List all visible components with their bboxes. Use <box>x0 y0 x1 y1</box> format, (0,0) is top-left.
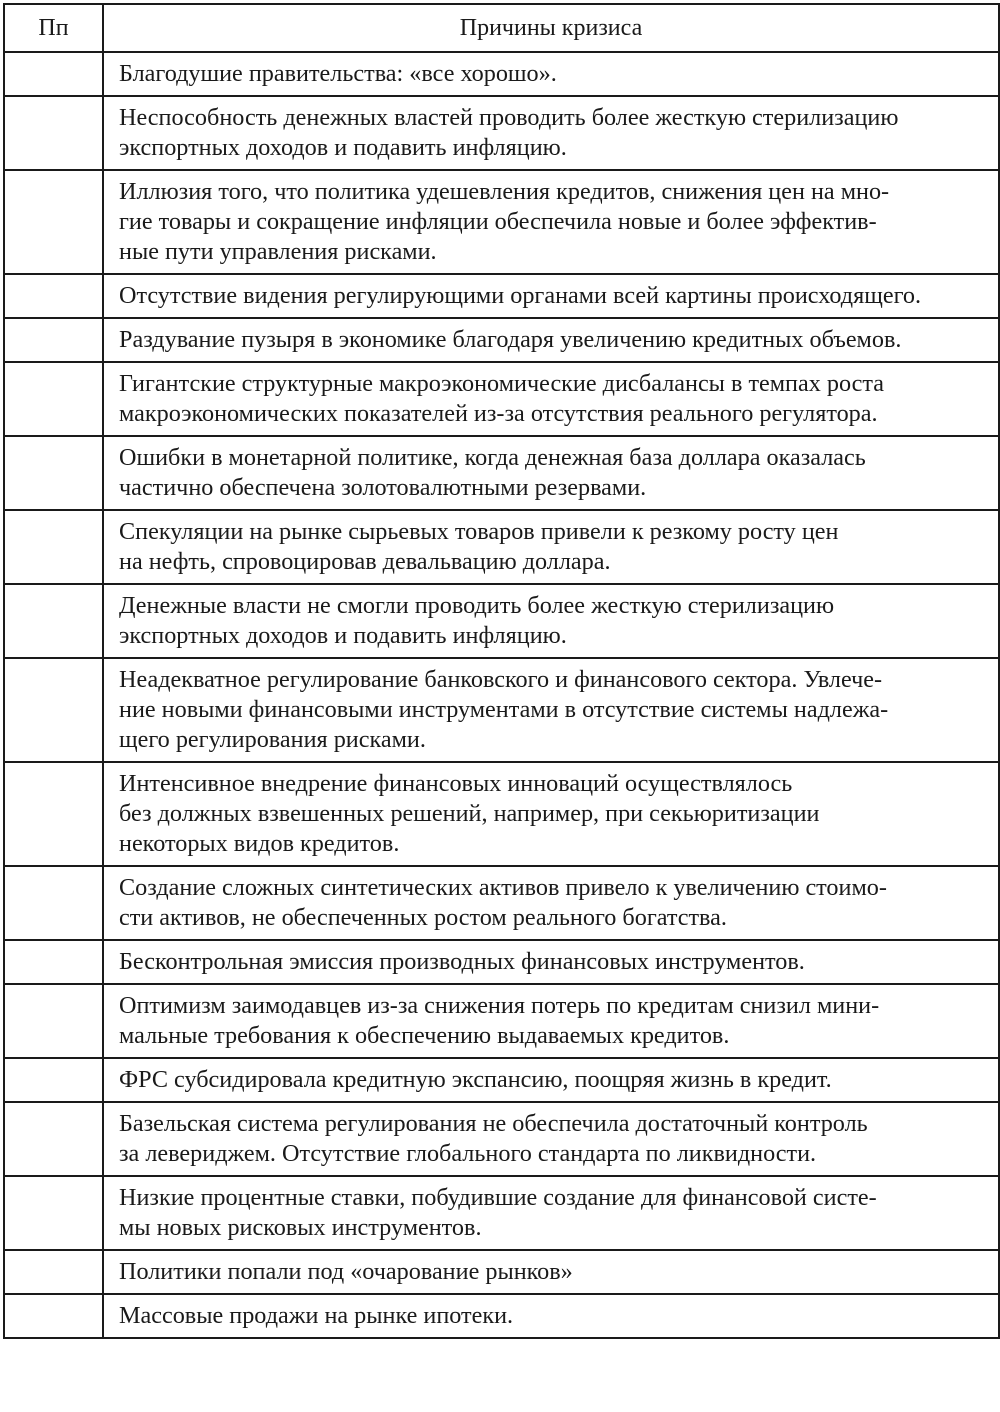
table-row <box>4 510 999 584</box>
row-number-cell <box>4 1294 103 1338</box>
row-reason-cell <box>103 170 999 274</box>
row-reason-cell <box>103 96 999 170</box>
reason-text-line: экспортных доходов и подавить инфляцию. <box>119 134 567 161</box>
reason-text-line: частично обеспечена золотовалютными резервами. <box>119 474 647 501</box>
reason-text-line: за левериджем. Отсутствие глобального стандарта по ликвидности. <box>119 1140 817 1167</box>
row-reason-cell <box>103 436 999 510</box>
reason-text-line: ФРС субсидировала кредитную экспансию, поощряя жизнь в кредит. <box>119 1066 832 1093</box>
row-reason-cell <box>103 866 999 940</box>
row-number-cell <box>4 1102 103 1176</box>
row-number-cell <box>4 170 103 274</box>
reason-text-line: Неспособность денежных властей проводить более жесткую стерилизацию <box>119 104 899 131</box>
row-number-cell <box>4 584 103 658</box>
row-number-cell <box>4 318 103 362</box>
table-row <box>4 362 999 436</box>
table-row <box>4 318 999 362</box>
row-number-cell <box>4 658 103 762</box>
row-reason-cell <box>103 274 999 318</box>
row-number-cell <box>4 362 103 436</box>
row-reason-cell <box>103 1294 999 1338</box>
table-row <box>4 940 999 984</box>
reason-text-line: сти активов, не обеспеченных ростом реального богатства. <box>119 904 727 931</box>
table-row <box>4 866 999 940</box>
row-number-cell <box>4 510 103 584</box>
table-row <box>4 658 999 762</box>
crisis-causes-table <box>3 3 1000 1339</box>
reason-text-line: ние новыми финансовыми инструментами в отсутствие системы надлежа- <box>119 696 889 723</box>
reason-text-line: Раздувание пузыря в экономике благодаря увеличению кредитных объемов. <box>119 326 902 353</box>
row-reason-cell <box>103 510 999 584</box>
row-number-cell <box>4 52 103 96</box>
table-row <box>4 584 999 658</box>
table-row <box>4 1176 999 1250</box>
row-number-cell <box>4 1176 103 1250</box>
table-row <box>4 1294 999 1338</box>
row-number-cell <box>4 96 103 170</box>
row-number-cell <box>4 436 103 510</box>
row-number-cell <box>4 762 103 866</box>
row-reason-cell <box>103 984 999 1058</box>
table-row <box>4 762 999 866</box>
reason-text-line: Иллюзия того, что политика удешевления кредитов, снижения цен на мно- <box>119 178 890 205</box>
row-number-cell <box>4 940 103 984</box>
row-number-cell <box>4 274 103 318</box>
table-row <box>4 1250 999 1294</box>
row-reason-cell <box>103 52 999 96</box>
table-body <box>4 52 999 1338</box>
reason-text-line: Благодушие правительства: «все хорошо». <box>119 60 557 87</box>
table-row <box>4 436 999 510</box>
reason-text-line: Оптимизм заимодавцев из-за снижения потерь по кредитам снизил мини- <box>119 992 880 1019</box>
reason-text-line: Гигантские структурные макроэкономические дисбалансы в темпах роста <box>119 370 885 397</box>
column-header-reason: Причины кризиса <box>103 4 999 52</box>
reason-text-line: Интенсивное внедрение финансовых инноваций осуществлялось <box>119 770 793 797</box>
reason-text-line: гие товары и сокращение инфляции обеспечила новые и более эффектив- <box>119 208 877 235</box>
reason-text-line: Низкие процентные ставки, побудившие создание для финансовой систе- <box>119 1184 877 1211</box>
table-header-row <box>4 4 999 52</box>
row-number-cell <box>4 1250 103 1294</box>
table-row <box>4 274 999 318</box>
reason-text-line: Ошибки в монетарной политике, когда денежная база доллара оказалась <box>119 444 866 471</box>
reason-text-line: Неадекватное регулирование банковского и финансового сектора. Увлече- <box>119 666 883 693</box>
reason-text-line: Политики попали под «очарование рынков» <box>119 1258 573 1285</box>
row-reason-cell <box>103 362 999 436</box>
row-reason-cell <box>103 1176 999 1250</box>
table-row <box>4 52 999 96</box>
row-number-cell <box>4 866 103 940</box>
column-header-number: Пп <box>4 4 103 52</box>
reason-text-line: Массовые продажи на рынке ипотеки. <box>119 1302 514 1329</box>
reason-text-line: мальные требования к обеспечению выдаваемых кредитов. <box>119 1022 730 1049</box>
row-reason-cell <box>103 584 999 658</box>
row-reason-cell <box>103 1058 999 1102</box>
reason-text-line: ные пути управления рисками. <box>119 238 437 265</box>
reason-text-line: без должных взвешенных решений, например, при секьюритизации <box>119 800 820 827</box>
reason-text-line: щего регулирования рисками. <box>119 726 426 753</box>
table-row <box>4 1102 999 1176</box>
row-reason-cell <box>103 940 999 984</box>
reason-text-line: макроэкономических показателей из-за отсутствия реального регулятора. <box>119 400 878 427</box>
reason-text-line: некоторых видов кредитов. <box>119 830 400 857</box>
row-reason-cell <box>103 318 999 362</box>
table-row <box>4 1058 999 1102</box>
table-row <box>4 984 999 1058</box>
table-row <box>4 170 999 274</box>
reason-text-line: экспортных доходов и подавить инфляцию. <box>119 622 567 649</box>
reason-text-line: Базельская система регулирования не обеспечила достаточный контроль <box>119 1110 868 1137</box>
row-reason-cell <box>103 1250 999 1294</box>
table-row <box>4 96 999 170</box>
reason-text-line: Спекуляции на рынке сырьевых товаров привели к резкому росту цен <box>119 518 839 545</box>
reason-text-line: на нефть, спровоцировав девальвацию доллара. <box>119 548 611 575</box>
row-number-cell <box>4 984 103 1058</box>
reason-text-line: Создание сложных синтетических активов привело к увеличению стоимо- <box>119 874 887 901</box>
row-reason-cell <box>103 658 999 762</box>
row-reason-cell <box>103 1102 999 1176</box>
row-reason-cell <box>103 762 999 866</box>
reason-text-line: мы новых рисковых инструментов. <box>119 1214 482 1241</box>
row-number-cell <box>4 1058 103 1102</box>
reason-text-line: Бесконтрольная эмиссия производных финансовых инструментов. <box>119 948 805 975</box>
reason-text-line: Денежные власти не смогли проводить более жесткую стерилизацию <box>119 592 835 619</box>
reason-text-line: Отсутствие видения регулирующими органами всей картины происходящего. <box>119 282 922 309</box>
